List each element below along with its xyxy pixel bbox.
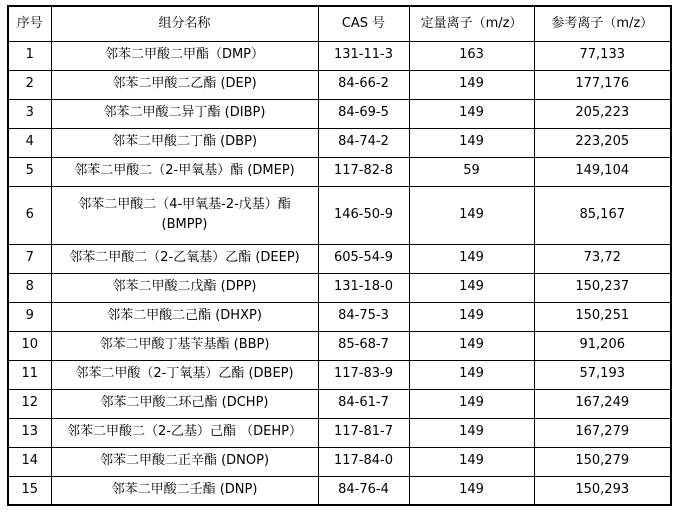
header-cas-number: CAS 号 [318, 6, 409, 41]
table-row [8, 128, 671, 157]
cell-cas: 84-66-2 [318, 70, 409, 99]
cell-name: 邻苯二甲酸二正辛酯 (DNOP) [51, 447, 318, 476]
cell-ref-ions: 150,279 [534, 447, 671, 476]
cell-ref-ions: 57,193 [534, 360, 671, 389]
cell-name: 邻苯二甲酸二甲酯（DMP） [51, 41, 318, 70]
cell-ref-ions: 167,279 [534, 418, 671, 447]
table-row [8, 273, 671, 302]
cell-ref-ions: 177,176 [534, 70, 671, 99]
cell-cas: 117-83-9 [318, 360, 409, 389]
cell-no: 6 [8, 186, 51, 244]
cell-cas: 84-69-5 [318, 99, 409, 128]
table-row [8, 331, 671, 360]
table-row [8, 476, 671, 505]
cell-ref-ions: 167,249 [534, 389, 671, 418]
cell-name: 邻苯二甲酸二异丁酯 (DIBP) [51, 99, 318, 128]
cell-name: 邻苯二甲酸二（2-乙氧基）乙酯 (DEEP) [51, 244, 318, 273]
cell-ref-ions: 205,223 [534, 99, 671, 128]
table-row [8, 186, 671, 244]
cell-ref-ions: 150,251 [534, 302, 671, 331]
cell-no: 4 [8, 128, 51, 157]
cell-no: 14 [8, 447, 51, 476]
cell-quant-ion: 149 [409, 418, 534, 447]
phthalates-ion-table [7, 5, 672, 506]
cell-name: 邻苯二甲酸二丁酯 (DBP) [51, 128, 318, 157]
cell-quant-ion: 149 [409, 128, 534, 157]
cell-quant-ion: 149 [409, 99, 534, 128]
header-quant-ion: 定量离子（m/z） [409, 6, 534, 41]
cell-no: 2 [8, 70, 51, 99]
header-row [8, 6, 671, 41]
cell-no: 8 [8, 273, 51, 302]
table-row [8, 244, 671, 273]
cell-no: 7 [8, 244, 51, 273]
cell-ref-ions: 85,167 [534, 186, 671, 244]
table-row [8, 389, 671, 418]
cell-ref-ions: 150,237 [534, 273, 671, 302]
cell-no: 1 [8, 41, 51, 70]
cell-cas: 117-84-0 [318, 447, 409, 476]
cell-quant-ion: 149 [409, 244, 534, 273]
table-row [8, 157, 671, 186]
cell-ref-ions: 77,133 [534, 41, 671, 70]
cell-no: 11 [8, 360, 51, 389]
cell-cas: 146-50-9 [318, 186, 409, 244]
cell-cas: 605-54-9 [318, 244, 409, 273]
cell-cas: 117-82-8 [318, 157, 409, 186]
cell-cas: 131-11-3 [318, 41, 409, 70]
cell-cas: 84-61-7 [318, 389, 409, 418]
cell-ref-ions: 91,206 [534, 331, 671, 360]
cell-quant-ion: 149 [409, 302, 534, 331]
cell-ref-ions: 149,104 [534, 157, 671, 186]
cell-cas: 84-76-4 [318, 476, 409, 505]
cell-cas: 131-18-0 [318, 273, 409, 302]
table-row [8, 360, 671, 389]
cell-no: 12 [8, 389, 51, 418]
cell-cas: 85-68-7 [318, 331, 409, 360]
cell-cas: 84-75-3 [318, 302, 409, 331]
cell-quant-ion: 149 [409, 70, 534, 99]
table-row [8, 447, 671, 476]
cell-no: 5 [8, 157, 51, 186]
cell-quant-ion: 149 [409, 360, 534, 389]
cell-quant-ion: 149 [409, 273, 534, 302]
table-row [8, 418, 671, 447]
cell-name: 邻苯二甲酸（2-丁氧基）乙酯 (DBEP) [51, 360, 318, 389]
cell-cas: 84-74-2 [318, 128, 409, 157]
cell-name: 邻苯二甲酸二（2-甲氧基）酯 (DMEP) [51, 157, 318, 186]
cell-no: 3 [8, 99, 51, 128]
cell-quant-ion: 149 [409, 389, 534, 418]
cell-name: 邻苯二甲酸二己酯 (DHXP) [51, 302, 318, 331]
cell-quant-ion: 163 [409, 41, 534, 70]
header-component-name: 组分名称 [51, 6, 318, 41]
cell-name: 邻苯二甲酸二（4-甲氧基-2-戊基）酯 (BMPP) [51, 186, 318, 244]
cell-name: 邻苯二甲酸二戊酯 (DPP) [51, 273, 318, 302]
cell-no: 9 [8, 302, 51, 331]
cell-cas: 117-81-7 [318, 418, 409, 447]
cell-quant-ion: 149 [409, 186, 534, 244]
header-serial-number: 序号 [8, 6, 51, 41]
cell-name: 邻苯二甲酸二（2-乙基）己酯 （DEHP） [51, 418, 318, 447]
cell-name: 邻苯二甲酸二壬酯 (DNP) [51, 476, 318, 505]
table-row [8, 41, 671, 70]
cell-quant-ion: 149 [409, 447, 534, 476]
cell-ref-ions: 150,293 [534, 476, 671, 505]
cell-ref-ions: 223,205 [534, 128, 671, 157]
table-row [8, 99, 671, 128]
header-ref-ions: 参考离子（m/z） [534, 6, 671, 41]
cell-no: 13 [8, 418, 51, 447]
cell-quant-ion: 149 [409, 331, 534, 360]
cell-no: 10 [8, 331, 51, 360]
table-row [8, 302, 671, 331]
cell-quant-ion: 149 [409, 476, 534, 505]
table-row [8, 70, 671, 99]
cell-name: 邻苯二甲酸丁基苄基酯 (BBP) [51, 331, 318, 360]
cell-ref-ions: 73,72 [534, 244, 671, 273]
cell-no: 15 [8, 476, 51, 505]
cell-name: 邻苯二甲酸二乙酯 (DEP) [51, 70, 318, 99]
cell-name: 邻苯二甲酸二环己酯 (DCHP) [51, 389, 318, 418]
cell-quant-ion: 59 [409, 157, 534, 186]
